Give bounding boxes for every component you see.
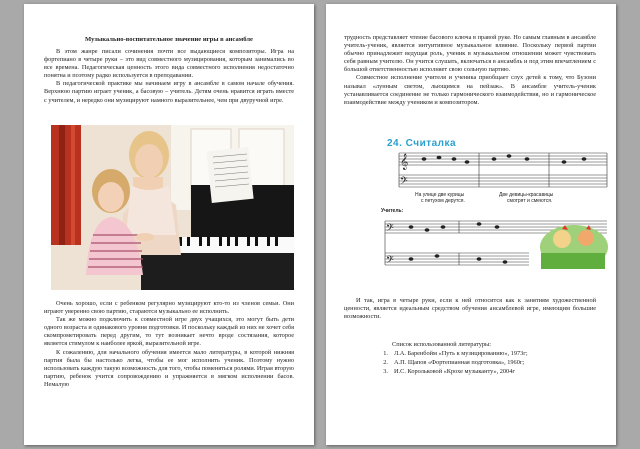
- svg-text:𝄢: 𝄢: [400, 175, 408, 189]
- page-title: Музыкально-воспитательное значение игры в ансамбле: [85, 36, 253, 43]
- music-piece-title: 24. Считалка: [387, 138, 457, 149]
- paragraph: трудность представляет чтение басового ключа в правой руке. Но самым главным в ансамбле учитель-ученик, является интуитивное музыкальное влияние. Поскольку первой партии обычно принадлежит ведущая роль, ученик в музыкальном отношении может чувствовать себя равным учителю. Он учится слушать, включаться в ансамбль и под этим впечатлением с большой ответственностью исполняет свою сольную партию.: [344, 34, 596, 74]
- document-page-1: [24, 4, 314, 445]
- paragraph: К сожалению, для начального обучения имеется мало литературы, в которой нижняя партия была бы настолько легка, чтобы ее мог исполнить ученик. Поэтому нужно использовать каждую такую возможность для того, чтобы поменяться ролями. Играя вторую партию, ребенок учится сопровождению и упражняется в мягком исполнении басов. Немалую: [44, 348, 294, 388]
- lyric-line: Две девицы-красавицы: [499, 192, 554, 198]
- paragraph: И так, игра в четыре руки, если к ней относится как к занятиям художественной ценности, является идеальным средством обучения ансамблевой игре, имеющим большие возможности.: [344, 297, 596, 321]
- paragraph: В этом жанре писали сочинения почти все выдающиеся композиторы. Игра на фортепиано в четыре руки – это вид совместного музицирования, которым занимались во все времена. Педагогическая ценность этого вида совместного исполнения недостаточно понятна и поэтому радко используется в преподавании.: [44, 48, 294, 80]
- literature-heading: Список использованной литературы:: [392, 341, 492, 348]
- list-item: 2. А.П. Щапов «Фортепианная подготовка», 1960г;: [383, 358, 525, 366]
- conclusion-text: [344, 297, 596, 321]
- intro-text: [44, 48, 294, 105]
- body-text: [44, 300, 294, 389]
- svg-text:𝄢: 𝄢: [386, 222, 394, 236]
- paragraph: Так же можно подключить к совместной игре двух учащихся, это могут быть дети одного возраста и одинакового уровня подготовки. И поскольку каждый из них не хочет себя скомпрометировать перед другим, то тут возникает нечто вроде состязания, которое является стимулом к наиболее яркой, выразительной игре.: [44, 316, 294, 348]
- lyric-line: На улице две курицы: [415, 192, 465, 198]
- paragraph: Очень хорошо, если с ребенком регулярно музицируют кто-то из членов семьи. Они играют уверенно свою партию, стараются музыкально ее исполнить.: [44, 300, 294, 316]
- paragraph: В педагогической практике мы начинаем игру в ансамбле в самом начале обучения. Верхнюю партию играет ученик, а басовую – учитель. Детям очень нравится играть вместе с учителем, и нередко они музицируют намного выразительнее, чем при двуручной игре.: [44, 80, 294, 104]
- literature-list: [378, 350, 598, 376]
- lyric-line: смотрят и смеются.: [507, 198, 553, 204]
- list-item: 3. И.С. Корольковой «Крохе музыканту», 2004г: [383, 367, 515, 375]
- piano-lesson-photo: [51, 125, 294, 290]
- svg-text:𝄞: 𝄞: [400, 154, 409, 170]
- list-item: 1. Л.А. Баренбойм «Путь к музицированию», 1973г;: [383, 350, 528, 357]
- sheet-music-illustration: [379, 135, 610, 276]
- svg-text:𝄢: 𝄢: [386, 254, 394, 268]
- lyric-line: с петухом дерутся.: [421, 198, 465, 204]
- teacher-label: Учитель:: [381, 208, 404, 214]
- paragraph: Совместное исполнение учителя и ученика приобщает слух детей к тому, что Бузони называл «лунным светом, льющимся на пейзаж». В ансамбле учитель-ученик устанавливается соединение не только гармонического взаимодействия, но и гармоническое взаимодействие между учеником и композитором.: [344, 74, 596, 106]
- top-text: [344, 34, 596, 107]
- document-page-2: [326, 4, 616, 445]
